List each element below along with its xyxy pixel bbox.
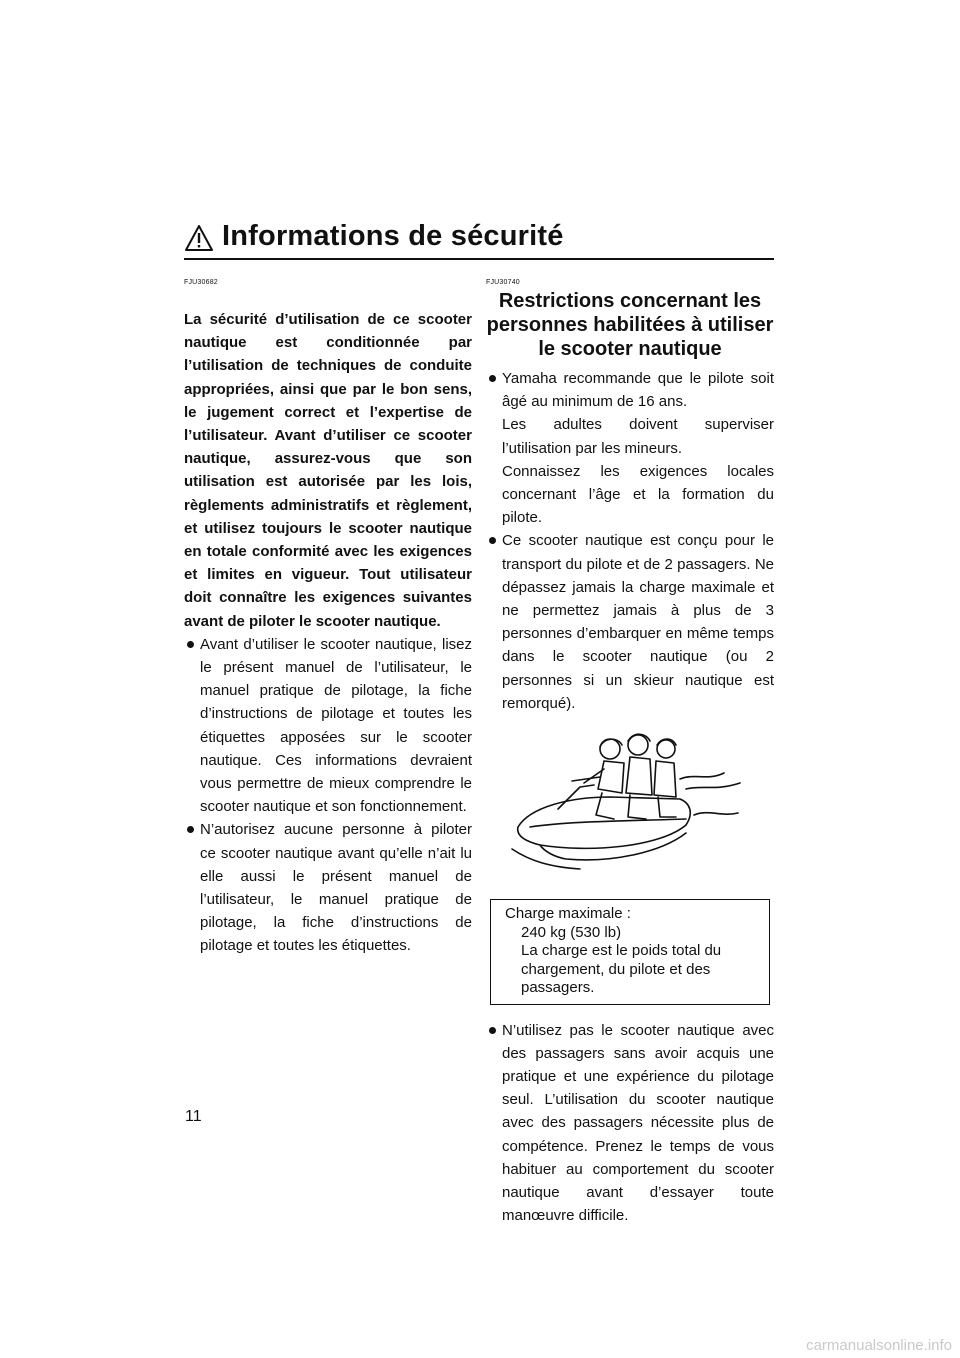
list-item: Avant d’utiliser le scooter nautique, lisez le présent manuel de l’utilisateur, le manuel pratique de pilotage, la fiche d’instructions de pilotage et toutes les étiquettes apposées sur le scooter nautique. Ces informations devraient vous permettre de mieux comprendre le scooter nautique et son fonctionnement.: [184, 633, 472, 819]
intro-paragraph: La sécurité d’utilisation de ce scooter nautique est conditionnée par l’utilisation de techniques de conduite appropriées, ainsi que par le bon sens, le jugement correct et l’expertise de l’utilisateur. Avant d’utiliser ce scooter nautique, assurez-vous que son utilisation est autorisée par les lois, règlements administratifs et règlement, et utilisez toujours le scooter nautique en totale conformité avec les exigences et limites en vigueur. Tout utilisateur doit connaître les exigences suivantes avant de piloter le scooter nautique.: [184, 311, 472, 630]
list-item: N’utilisez pas le scooter nautique avec des passagers sans avoir acquis une pratique et une expérience du pilotage seul. L’utilisation du scooter nautique avec des passagers nécessite plus de compétence. Prenez le temps de vous habituer au comportement du scooter nautique avant d’essayer toute manœuvre difficile.: [486, 1019, 774, 1228]
reference-code: FJU30740: [486, 279, 520, 286]
section-title: Restrictions concernant les personnes habilitées à utiliser le scooter nautique: [486, 290, 774, 360]
page-title: Informations de sécurité: [222, 220, 564, 252]
list-item: N’autorisez aucune personne à piloter ce scooter nautique avant qu’elle n’ait lu elle aussi le présent manuel de l’utilisateur, le manuel pratique de pilotage, la fiche d’instructions de pilotage et toutes les étiquettes.: [184, 818, 472, 957]
warning-triangle-icon: [184, 224, 214, 252]
max-load-value: 240 kg (530 lb): [521, 923, 622, 941]
max-load-note: La charge est le poids total du chargement, du pilote et des passagers.: [521, 942, 722, 997]
jetski-illustration: [510, 729, 750, 879]
max-load-label: Charge maximale :: [505, 905, 631, 923]
reference-code: FJU30682: [184, 279, 218, 286]
max-load-box: [490, 899, 770, 1005]
left-column: [184, 278, 472, 958]
watermark: carmanualsonline.info: [806, 1337, 952, 1354]
list-item: Ce scooter nautique est conçu pour le transport du pilote et de 2 passagers. Ne dépassez jamais la charge maximale et ne permettez jamais à plus de 3 personnes d’embarquer en même temps dans le scooter nautique (ou 2 personnes si un skieur nautique est remorqué).: [486, 529, 774, 715]
page-header: [184, 222, 774, 260]
page-number: 11: [185, 1108, 202, 1125]
list-item: Yamaha recommande que le pilote soit âgé au minimum de 16 ans. Les adultes doivent superviser l’utilisation par les mineurs. Connaissez les exigences locales concernant l’âge et la formation du pilote.: [486, 367, 774, 529]
right-column: [486, 278, 774, 1227]
